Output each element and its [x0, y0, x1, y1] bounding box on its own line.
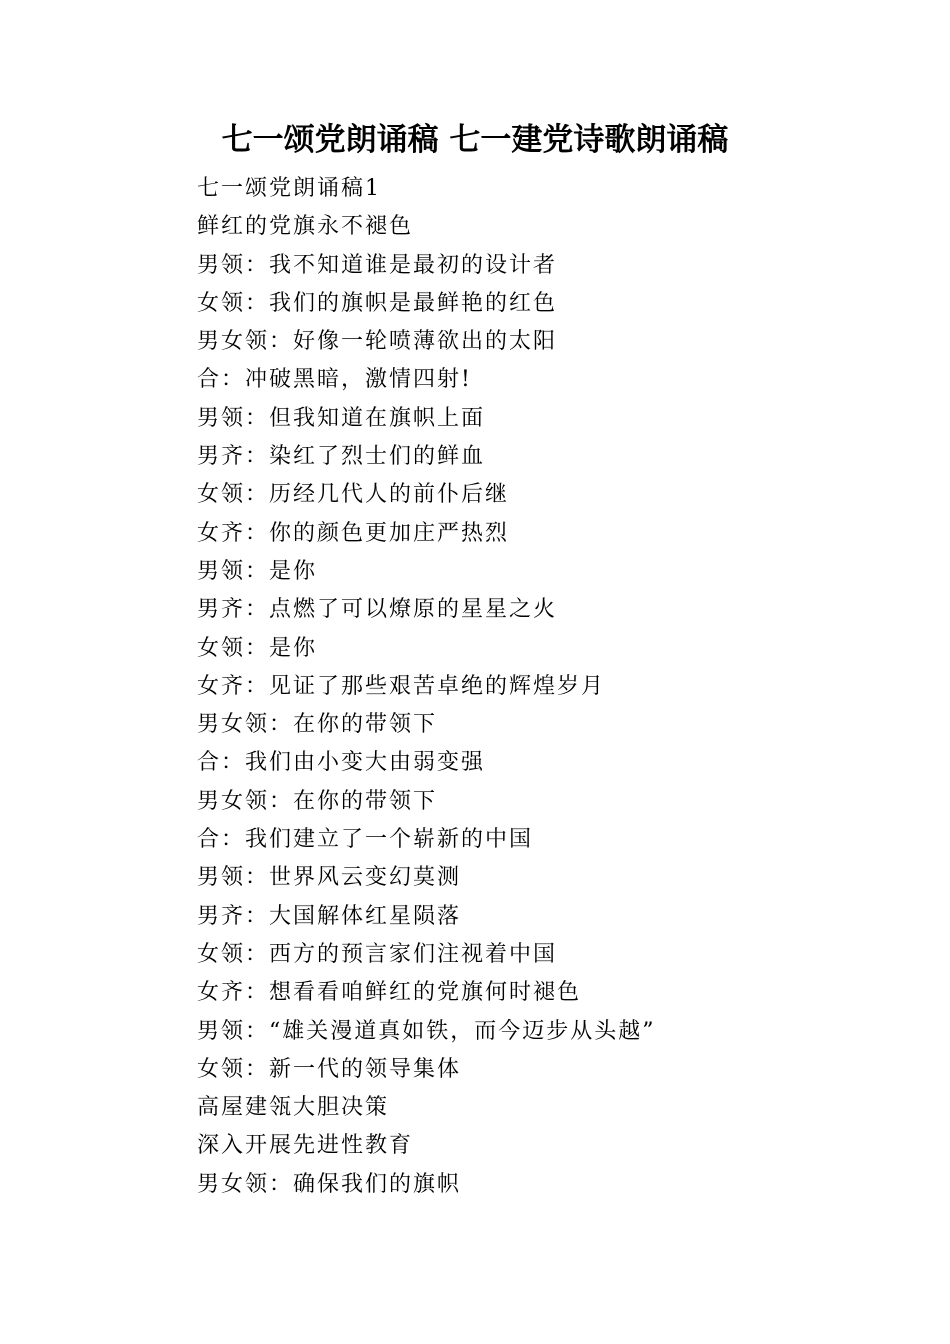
document-title: 七一颂党朗诵稿 七一建党诗歌朗诵稿	[221, 122, 729, 158]
poem-line: 男齐：点燃了可以燎原的星星之火	[197, 597, 558, 623]
poem-line: 男领：但我知道在旗帜上面	[197, 405, 486, 431]
poem-line: 男齐：大国解体红星陨落	[197, 903, 462, 929]
poem-line: 男女领：确保我们的旗帜	[197, 1171, 462, 1197]
poem-line: 女齐：你的颜色更加庄严热烈	[197, 520, 510, 546]
poem-line: 男领：世界风云变幻莫测	[197, 865, 462, 891]
poem-line: 男领：“雄关漫道真如铁，而今迈步从头越”	[197, 1018, 656, 1044]
poem-line: 女领：新一代的领导集体	[197, 1056, 462, 1082]
poem-line: 男领：我不知道谁是最初的设计者	[197, 252, 558, 278]
poem-lines	[197, 170, 897, 1204]
poem-line: 女领：西方的预言家们注视着中国	[197, 941, 558, 967]
poem-line: 合：冲破黑暗，激情四射!	[197, 367, 472, 393]
poem-line: 女领：是你	[197, 635, 318, 661]
poem-line: 男女领：在你的带领下	[197, 712, 438, 738]
poem-line: 合：我们建立了一个崭新的中国	[197, 827, 534, 853]
poem-line: 女齐：想看看咱鲜红的党旗何时褪色	[197, 980, 582, 1006]
poem-line: 男女领：在你的带领下	[197, 788, 438, 814]
poem-line: 女领：历经几代人的前仆后继	[197, 482, 510, 508]
poem-line: 女领：我们的旗帜是最鲜艳的红色	[197, 290, 558, 316]
poem-line: 男齐：染红了烈士们的鲜血	[197, 444, 486, 470]
poem-line: 高屋建瓴大胆决策	[197, 1095, 390, 1121]
poem-line: 鲜红的党旗永不褪色	[197, 214, 414, 240]
poem-line: 深入开展先进性教育	[197, 1133, 414, 1159]
poem-line: 合：我们由小变大由弱变强	[197, 750, 486, 776]
poem-line: 七一颂党朗诵稿1	[197, 176, 381, 201]
poem-line: 男领：是你	[197, 558, 318, 584]
poem-line: 男女领：好像一轮喷薄欲出的太阳	[197, 329, 558, 355]
poem-line: 女齐：见证了那些艰苦卓绝的辉煌岁月	[197, 673, 606, 699]
